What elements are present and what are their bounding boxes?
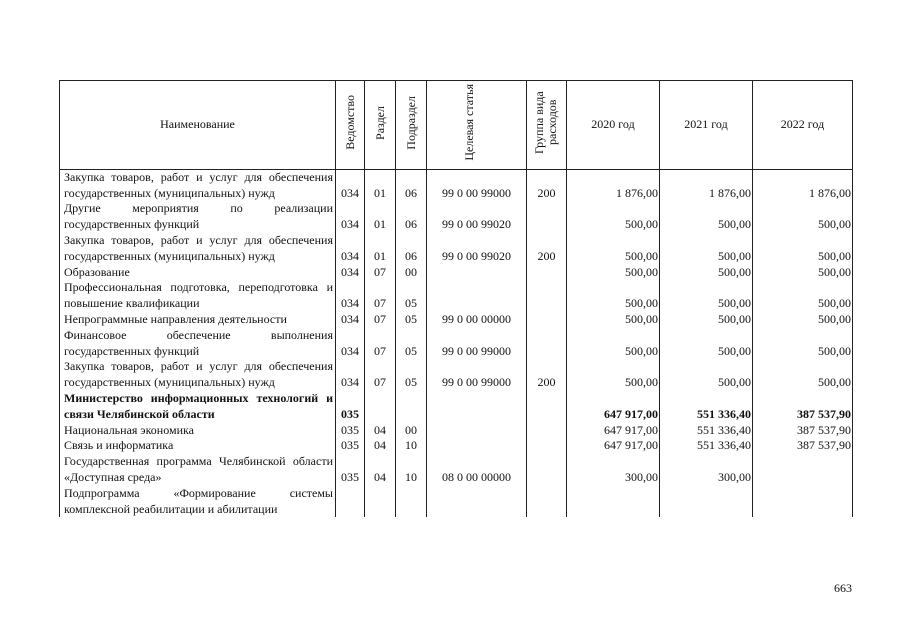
value-2021-cell: 500,00 <box>660 312 753 328</box>
value-2020-cell: 500,00 <box>567 359 660 391</box>
subsection-cell: 00 <box>396 423 427 439</box>
value-2020-cell: 647 917,00 <box>567 423 660 439</box>
value-2022-cell <box>753 486 853 518</box>
name-cell: Национальная экономика <box>60 423 336 439</box>
header-section: Раздел <box>365 81 396 170</box>
table-header <box>60 81 853 170</box>
target-article-cell: 99 0 00 99000 <box>427 359 527 391</box>
subsection-cell: 05 <box>396 280 427 312</box>
department-cell: 034 <box>336 359 365 391</box>
value-2021-cell: 500,00 <box>660 328 753 360</box>
budget-table-container <box>59 80 852 517</box>
name-cell: Образование <box>60 265 336 281</box>
table-body <box>60 169 853 517</box>
value-2021-cell: 500,00 <box>660 265 753 281</box>
target-article-cell: 99 0 00 99020 <box>427 233 527 265</box>
value-2022-cell: 387 537,90 <box>753 423 853 439</box>
name-cell: Непрограммные направления деятельности <box>60 312 336 328</box>
expense-group-cell <box>527 265 567 281</box>
department-cell: 034 <box>336 201 365 233</box>
value-2021-cell: 500,00 <box>660 359 753 391</box>
table-row <box>60 201 853 233</box>
value-2022-cell: 387 537,90 <box>753 391 853 423</box>
expense-group-cell <box>527 328 567 360</box>
value-2020-cell: 300,00 <box>567 454 660 486</box>
value-2020-cell: 500,00 <box>567 265 660 281</box>
expense-group-cell <box>527 486 567 518</box>
value-2021-cell: 1 876,00 <box>660 169 753 201</box>
header-2020: 2020 год <box>567 81 660 170</box>
section-cell: 07 <box>365 328 396 360</box>
name-cell: Закупка товаров, работ и услуг для обеспечения государственных (муниципальных) нужд <box>60 359 336 391</box>
section-cell: 07 <box>365 359 396 391</box>
section-cell: 04 <box>365 454 396 486</box>
subsection-cell: 10 <box>396 454 427 486</box>
value-2021-cell: 300,00 <box>660 454 753 486</box>
expense-group-cell <box>527 280 567 312</box>
name-cell: Министерство информационных технологий и связи Челябинской области <box>60 391 336 423</box>
expense-group-cell <box>527 454 567 486</box>
table-row <box>60 169 853 201</box>
value-2021-cell <box>660 486 753 518</box>
subsection-cell <box>396 486 427 518</box>
table-row <box>60 438 853 454</box>
value-2021-cell: 551 336,40 <box>660 438 753 454</box>
header-expense-group: Группа вида расходов <box>527 81 567 170</box>
value-2022-cell: 1 876,00 <box>753 169 853 201</box>
budget-table <box>59 80 853 517</box>
name-cell: Закупка товаров, работ и услуг для обеспечения государственных (муниципальных) нужд <box>60 233 336 265</box>
target-article-cell: 99 0 00 99000 <box>427 169 527 201</box>
name-cell: Профессиональная подготовка, переподготовка и повышение квалификации <box>60 280 336 312</box>
subsection-cell: 05 <box>396 312 427 328</box>
subsection-cell: 05 <box>396 359 427 391</box>
value-2022-cell: 500,00 <box>753 233 853 265</box>
value-2020-cell <box>567 486 660 518</box>
value-2021-cell: 551 336,40 <box>660 391 753 423</box>
expense-group-cell: 200 <box>527 359 567 391</box>
subsection-cell: 05 <box>396 328 427 360</box>
target-article-cell <box>427 280 527 312</box>
subsection-cell: 10 <box>396 438 427 454</box>
name-cell: Другие мероприятия по реализации государственных функций <box>60 201 336 233</box>
expense-group-cell <box>527 391 567 423</box>
department-cell: 035 <box>336 391 365 423</box>
table-row <box>60 486 853 518</box>
table-row <box>60 454 853 486</box>
section-cell: 07 <box>365 312 396 328</box>
table-row <box>60 312 853 328</box>
subsection-cell: 06 <box>396 169 427 201</box>
value-2022-cell: 500,00 <box>753 265 853 281</box>
value-2022-cell: 500,00 <box>753 328 853 360</box>
value-2021-cell: 551 336,40 <box>660 423 753 439</box>
table-row <box>60 265 853 281</box>
subsection-cell: 00 <box>396 265 427 281</box>
expense-group-cell <box>527 201 567 233</box>
department-cell: 035 <box>336 423 365 439</box>
department-cell: 034 <box>336 169 365 201</box>
subsection-cell: 06 <box>396 233 427 265</box>
section-cell: 01 <box>365 201 396 233</box>
value-2020-cell: 500,00 <box>567 328 660 360</box>
header-department: Ведомство <box>336 81 365 170</box>
header-subsection: Подраздел <box>396 81 427 170</box>
target-article-cell <box>427 486 527 518</box>
value-2020-cell: 500,00 <box>567 312 660 328</box>
value-2022-cell <box>753 454 853 486</box>
table-row <box>60 423 853 439</box>
target-article-cell: 99 0 00 00000 <box>427 312 527 328</box>
department-cell: 034 <box>336 328 365 360</box>
expense-group-cell: 200 <box>527 233 567 265</box>
page-number: 663 <box>834 581 852 595</box>
department-cell <box>336 486 365 518</box>
section-cell: 04 <box>365 423 396 439</box>
target-article-cell <box>427 265 527 281</box>
table-row <box>60 359 853 391</box>
value-2021-cell: 500,00 <box>660 201 753 233</box>
header-2022: 2022 год <box>753 81 853 170</box>
value-2020-cell: 500,00 <box>567 201 660 233</box>
target-article-cell: 08 0 00 00000 <box>427 454 527 486</box>
name-cell: Связь и информатика <box>60 438 336 454</box>
value-2022-cell: 500,00 <box>753 312 853 328</box>
department-cell: 034 <box>336 312 365 328</box>
table-row <box>60 280 853 312</box>
expense-group-cell: 200 <box>527 169 567 201</box>
name-cell: Подпрограмма «Формирование системы комплексной реабилитации и абилитации <box>60 486 336 518</box>
value-2020-cell: 500,00 <box>567 280 660 312</box>
header-name: Наименование <box>60 81 336 170</box>
target-article-cell: 99 0 00 99000 <box>427 328 527 360</box>
section-cell: 01 <box>365 169 396 201</box>
table-row <box>60 328 853 360</box>
value-2020-cell: 647 917,00 <box>567 438 660 454</box>
department-cell: 034 <box>336 265 365 281</box>
department-cell: 034 <box>336 280 365 312</box>
expense-group-cell <box>527 423 567 439</box>
section-cell: 07 <box>365 265 396 281</box>
value-2020-cell: 1 876,00 <box>567 169 660 201</box>
value-2021-cell: 500,00 <box>660 233 753 265</box>
subsection-cell: 06 <box>396 201 427 233</box>
expense-group-cell <box>527 438 567 454</box>
department-cell: 034 <box>336 233 365 265</box>
value-2021-cell: 500,00 <box>660 280 753 312</box>
value-2022-cell: 387 537,90 <box>753 438 853 454</box>
target-article-cell <box>427 391 527 423</box>
name-cell: Государственная программа Челябинской области «Доступная среда» <box>60 454 336 486</box>
section-cell <box>365 391 396 423</box>
section-cell: 07 <box>365 280 396 312</box>
header-2021: 2021 год <box>660 81 753 170</box>
value-2020-cell: 647 917,00 <box>567 391 660 423</box>
expense-group-cell <box>527 312 567 328</box>
target-article-cell: 99 0 00 99020 <box>427 201 527 233</box>
name-cell: Финансовое обеспечение выполнения государственных функций <box>60 328 336 360</box>
value-2020-cell: 500,00 <box>567 233 660 265</box>
name-cell: Закупка товаров, работ и услуг для обеспечения государственных (муниципальных) нужд <box>60 169 336 201</box>
value-2022-cell: 500,00 <box>753 280 853 312</box>
target-article-cell <box>427 438 527 454</box>
department-cell: 035 <box>336 454 365 486</box>
target-article-cell <box>427 423 527 439</box>
department-cell: 035 <box>336 438 365 454</box>
value-2022-cell: 500,00 <box>753 359 853 391</box>
section-cell <box>365 486 396 518</box>
subsection-cell <box>396 391 427 423</box>
value-2022-cell: 500,00 <box>753 201 853 233</box>
section-cell: 01 <box>365 233 396 265</box>
table-row <box>60 391 853 423</box>
header-target-article: Целевая статья <box>427 81 527 170</box>
table-row <box>60 233 853 265</box>
section-cell: 04 <box>365 438 396 454</box>
